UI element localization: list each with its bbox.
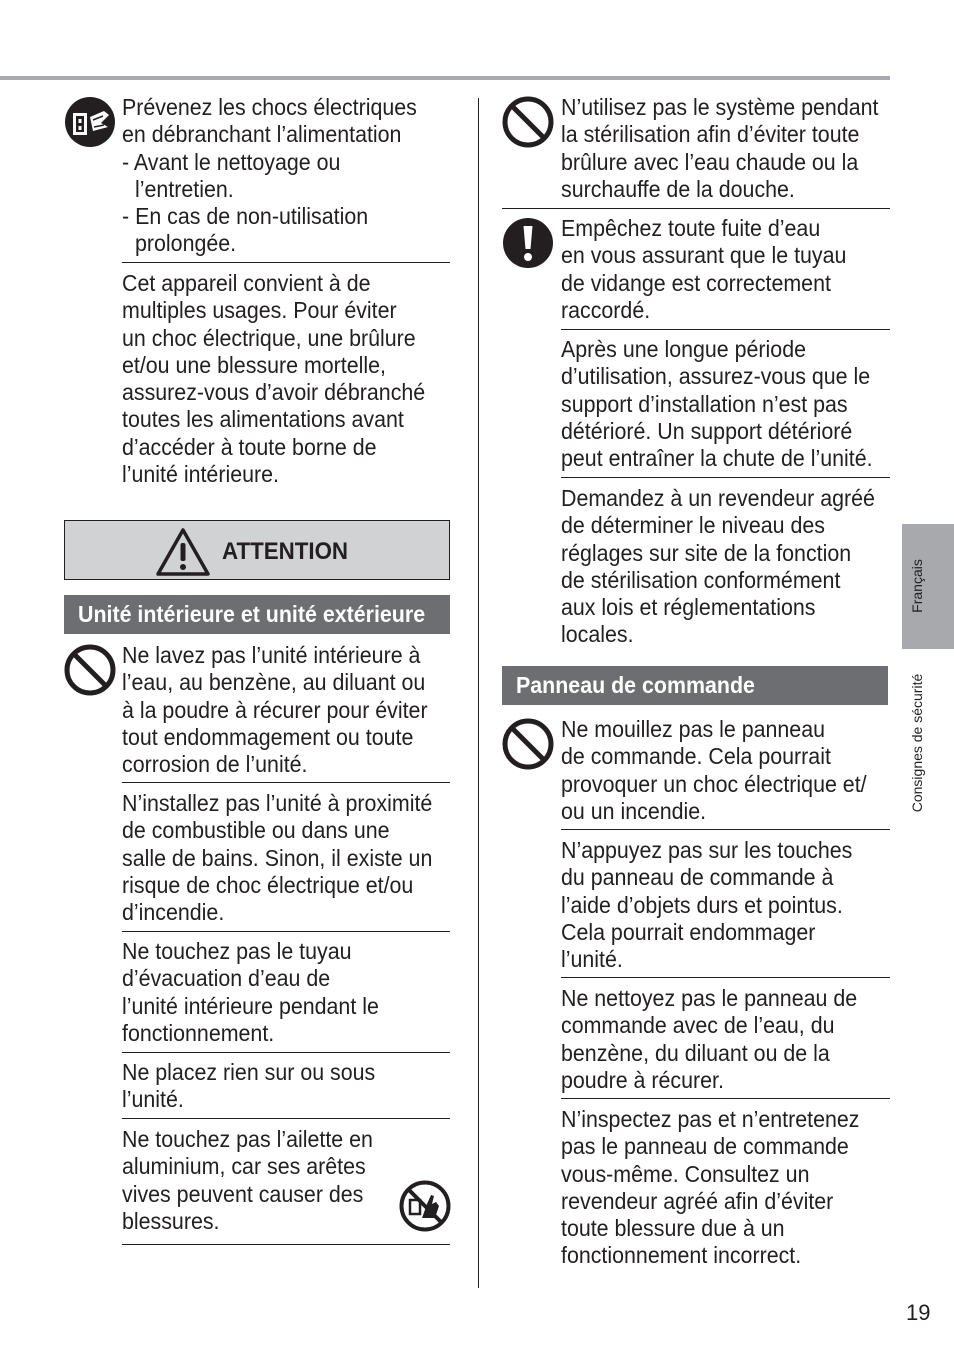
text-line: ou un incendie. [561,797,707,824]
text-line: détérioré. Un support détérioré [561,417,853,444]
text-line: support d’installation n’est pas [561,390,848,417]
text-line: tout endommagement ou toute [122,723,414,750]
text-line: Cela pourrait endommager [561,918,816,945]
top-rule [0,76,890,80]
panel-item-4 [561,1106,859,1270]
units-item-4 [122,1059,375,1114]
text-line: - En cas de non-utilisation [122,203,369,230]
text-line: multiples usages. Pour éviter [122,297,397,324]
text-line: poudre à récurer. [561,1066,724,1093]
mandatory-item-2 [561,336,873,472]
text-line: Après une longue période [561,336,806,362]
unplug-instructions [122,94,417,258]
text-line: Ne placez rien sur ou sous [122,1059,376,1085]
units-item-1 [122,642,428,778]
text-line: Demandez à un revendeur agréé [561,485,875,511]
separator [122,931,450,932]
text-line: Ne touchez pas le tuyau [122,938,352,964]
text-line: l’unité intérieure pendant le [122,992,379,1019]
text-line: du panneau de commande à [561,864,834,891]
column-divider [478,98,479,1288]
prohibition-icon [64,644,116,696]
separator [122,1052,450,1053]
section-side-label: Consignes de sécurité [909,673,925,813]
text-line: en vous assurant que le tuyau [561,242,847,269]
text-line: réglages sur site de la fonction [561,539,852,566]
text-line: blessures. [122,1207,220,1234]
text-line: Ne lavez pas l’unité intérieure à [122,642,421,668]
mandatory-item-3 [561,485,875,649]
sterilisation-text [561,94,878,203]
text-line: - Avant le nettoyage ou [122,148,341,175]
text-line: aux lois et réglementations [561,594,816,621]
no-touch-icon [399,1180,451,1232]
text-line: d’accéder à toute borne de [122,433,377,460]
separator [122,1244,450,1245]
section-header-panel [502,666,888,705]
text-line: Prévenez les chocs électriques [122,94,417,120]
separator [561,977,890,978]
text-line: revendeur agréé afin d’éviter [561,1187,834,1214]
text-line: Ne mouillez pas le panneau [561,716,825,742]
text-line: brûlure avec l’eau chaude ou la [561,148,859,175]
units-item-5 [122,1126,373,1235]
prohibition-icon [502,718,554,770]
text-line: N’inspectez pas et n’entretenez [561,1106,860,1132]
text-line: aluminium, car ses arêtes [122,1153,366,1180]
text-line: vous-même. Consultez un [561,1160,810,1187]
text-line: et/ou une blessure mortelle, [122,351,386,378]
text-line: surchauffe de la douche. [561,175,795,202]
text-line: peut entraîner la chute de l’unité. [561,445,873,472]
text-line: assurez-vous d’avoir débranché [122,379,426,406]
separator [561,1098,890,1099]
warning-triangle-icon [155,527,211,577]
text-line: N’appuyez pas sur les touches [561,837,853,863]
text-line: Ne touchez pas l’ailette en [122,1126,373,1152]
section-title: Panneau de commande [516,672,755,698]
unplug-icon [64,96,116,148]
text-line: l’unité. [122,1086,184,1113]
text-line: d’incendie. [122,899,225,926]
text-line: fonctionnement. [122,1019,275,1046]
section-title: Unité intérieure et unité extérieure [78,601,426,627]
separator [122,262,450,263]
text-line: toute blessure due à un [561,1215,785,1242]
text-line: prolongée. [135,230,237,257]
text-line: salle de bains. Sinon, il existe un [122,844,433,871]
text-line: provoquer un choc électrique et/ [561,770,867,797]
text-line: de stérilisation conformément [561,566,841,593]
separator [561,329,890,330]
language-tab-label: Français [909,559,925,613]
text-line: d’évacuation d’eau de [122,965,331,992]
separator [502,208,890,209]
separator [561,477,890,478]
text-line: un choc électrique, une brûlure [122,324,416,351]
text-line: de combustible ou dans une [122,817,390,844]
text-line: risque de choc électrique et/ou [122,871,414,898]
text-line: à la poudre à récurer pour éviter [122,696,428,723]
text-line: de vidange est correctement [561,269,831,296]
text-line: de commande. Cela pourrait [561,743,831,770]
separator [122,782,450,783]
text-line: Empêchez toute fuite d’eau [561,215,821,241]
panel-item-3 [561,985,857,1094]
text-line: locales. [561,621,634,648]
text-line: l’unité. [561,946,623,973]
text-line: la stérilisation afin d’éviter toute [561,121,860,148]
text-line: N’utilisez pas le système pendant [561,94,879,120]
text-line: l’eau, au benzène, au diluant ou [122,669,426,696]
panel-item-2 [561,837,852,973]
text-line: de déterminer le niveau des [561,512,825,539]
section-header-units [64,595,450,634]
separator [561,829,890,830]
text-line: vives peuvent causer des [122,1180,364,1207]
text-line: toutes les alimentations avant [122,406,404,433]
mandatory-item-1 [561,215,846,324]
text-line: en débranchant l’alimentation [122,121,402,148]
page-number: 19 [906,1300,931,1325]
text-line: l’entretien. [135,175,234,202]
prohibition-icon [502,96,554,148]
multi-usage-text [122,270,425,488]
separator [122,1118,450,1119]
text-line: commande avec de l’eau, du [561,1012,835,1039]
text-line: Cet appareil convient à de [122,270,371,296]
text-line: Ne nettoyez pas le panneau de [561,985,858,1011]
units-item-3 [122,938,379,1047]
text-line: fonctionnement incorrect. [561,1242,802,1269]
text-line: d’utilisation, assurez-vous que le [561,363,871,390]
units-item-2 [122,790,432,926]
text-line: benzène, du diluant ou de la [561,1039,830,1066]
text-line: N’installez pas l’unité à proximité [122,790,433,816]
text-line: raccordé. [561,296,651,323]
text-line: l’unité intérieure. [122,461,279,488]
mandatory-exclamation-icon [502,217,554,269]
text-line: corrosion de l’unité. [122,751,308,778]
text-line: l’aide d’objets durs et pointus. [561,891,843,918]
attention-label: ATTENTION [222,538,349,565]
text-line: pas le panneau de commande [561,1133,849,1160]
panel-item-1 [561,716,867,825]
